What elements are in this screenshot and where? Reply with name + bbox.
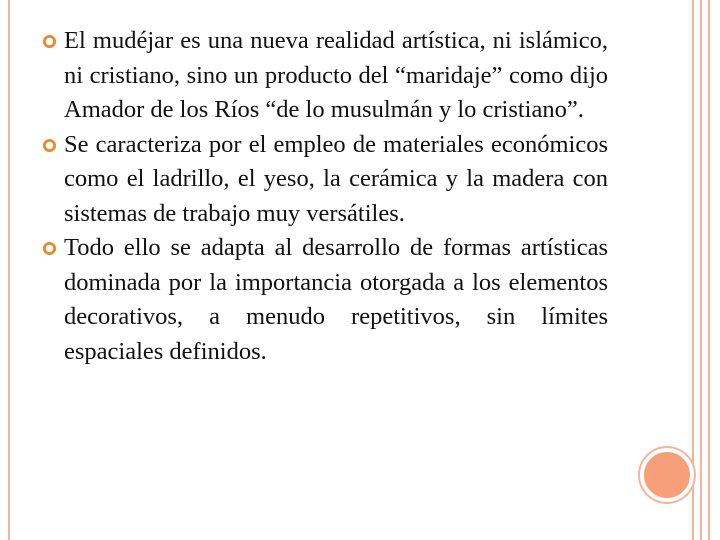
slide-content (42, 24, 608, 369)
slide-frame-right-line (700, 0, 702, 540)
bullet-text: Todo ello se adapta al desarrollo de formas artísticas dominada por la importancia otorgada a los elementos decorativos, a menudo repetitivos, sin límites espaciales definidos. (64, 234, 608, 365)
slide-frame-left-line (8, 0, 10, 540)
orange-ring-bullet-icon (42, 241, 57, 256)
decorative-circle (640, 448, 694, 502)
slide-frame-right-line (708, 0, 710, 540)
bullet-item (42, 231, 608, 369)
bullet-text: El mudéjar es una nueva realidad artística, ni islámico, ni cristiano, sino un producto del “maridaje” como dijo Amador de los Ríos “de lo musulmán y lo cristiano”. (64, 27, 608, 123)
bullet-item (42, 24, 608, 128)
orange-ring-bullet-icon (42, 138, 57, 153)
bullet-item (42, 128, 608, 232)
orange-ring-bullet-icon (42, 34, 57, 49)
bullet-text: Se caracteriza por el empleo de materiales económicos como el ladrillo, el yeso, la cerámica y la madera con sistemas de trabajo muy versátiles. (64, 130, 608, 227)
slide-frame-right-line (692, 0, 694, 540)
